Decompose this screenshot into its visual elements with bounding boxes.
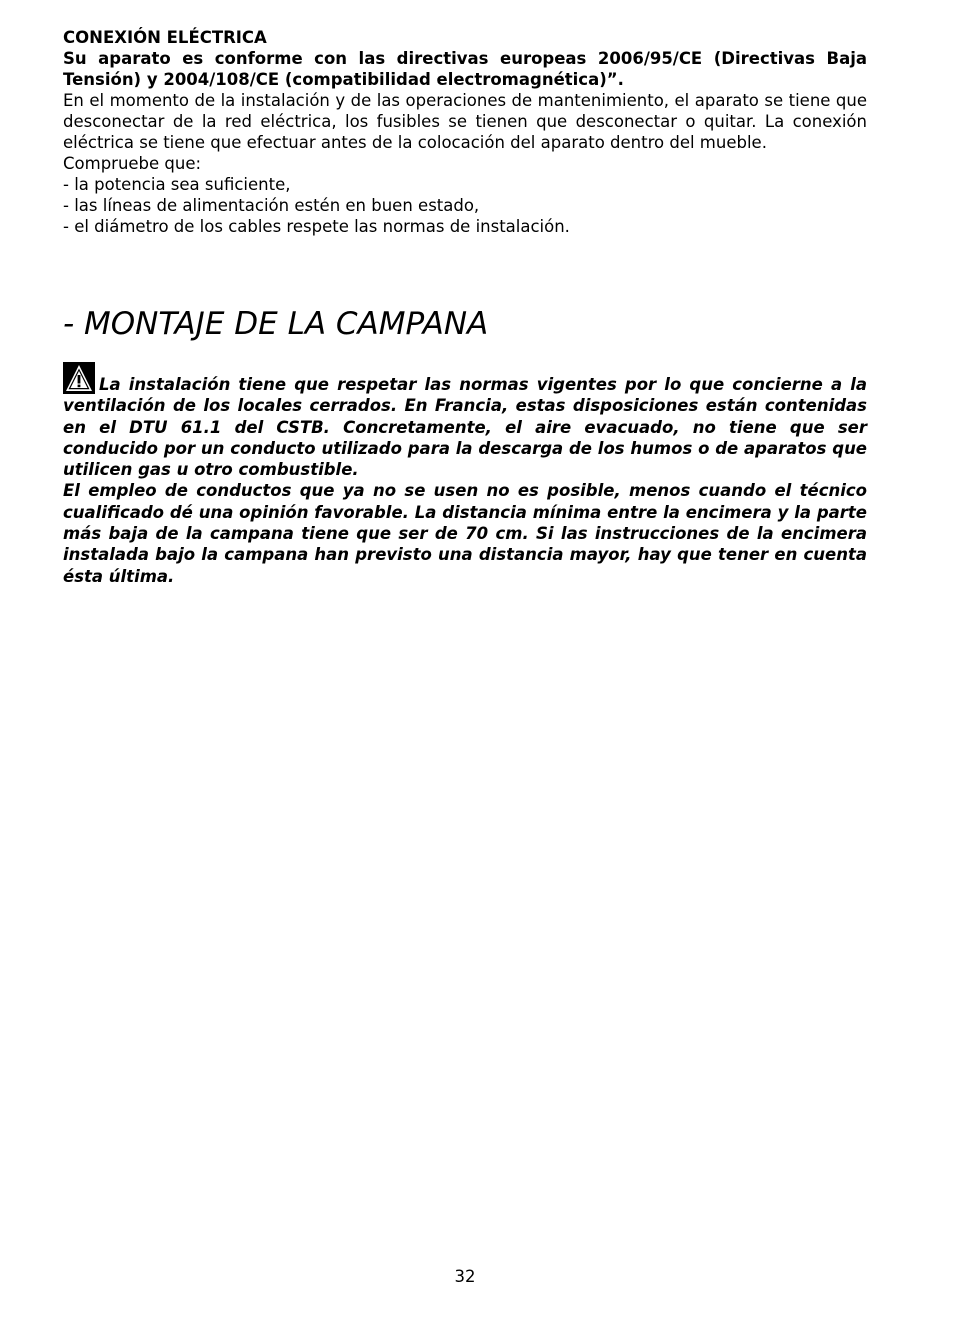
check-list	[63, 174, 867, 237]
electrical-section	[63, 27, 867, 237]
mounting-heading: - MONTAJE DE LA CAMPANA	[63, 306, 489, 342]
disconnect-paragraph: En el momento de la instalación y de las operaciones de mantenimiento, el aparato se tiene que desconectar de la red eléctrica, los fusibles se tienen que desconectar o quitar. La conexión eléctrica se tiene que efectuar antes de la colocación del aparato dentro del mueble.	[63, 91, 867, 152]
warning-paragraph-2: El empleo de conductos que ya no se usen no es posible, menos cuando el técnico cualificado dé una opinión favorable. La distancia mínima entre la encimera y la parte más baja de la campana tiene que ser de 70 cm. Si las instrucciones de la encimera instalada bajo la campana han previsto una distancia mayor, hay que tener en cuenta ésta última.	[63, 481, 867, 586]
list-item: - la potencia sea suficiente,	[63, 175, 291, 194]
warning-triangle-icon	[63, 362, 95, 394]
warning-block	[63, 362, 867, 587]
list-item: - el diámetro de los cables respete las normas de instalación.	[63, 217, 570, 236]
list-item: - las líneas de alimentación estén en buen estado,	[63, 196, 480, 215]
warning-text-1: La instalación tiene que respetar las normas vigentes por lo que concierne a la ventilación de los locales cerrados. En Francia, estas disposiciones están contenidas en el DTU 61.1 del CSTB. Concretamente, el aire evacuado, no tiene que ser conducido por un conducto utilizado para la descarga de los humos o de aparatos que utilicen gas u otro combustible.	[63, 375, 867, 480]
conformity-statement: Su aparato es conforme con las directivas europeas 2006/95/CE (Directivas Baja Tensión) y 2004/108/CE (compatibilidad electromagnética)”.	[63, 49, 867, 89]
warning-paragraph-1	[63, 362, 867, 480]
section-title-electrical: CONEXIÓN ELÉCTRICA	[63, 28, 267, 47]
check-intro: Compruebe que:	[63, 154, 202, 173]
page-number: 32	[454, 1267, 476, 1286]
